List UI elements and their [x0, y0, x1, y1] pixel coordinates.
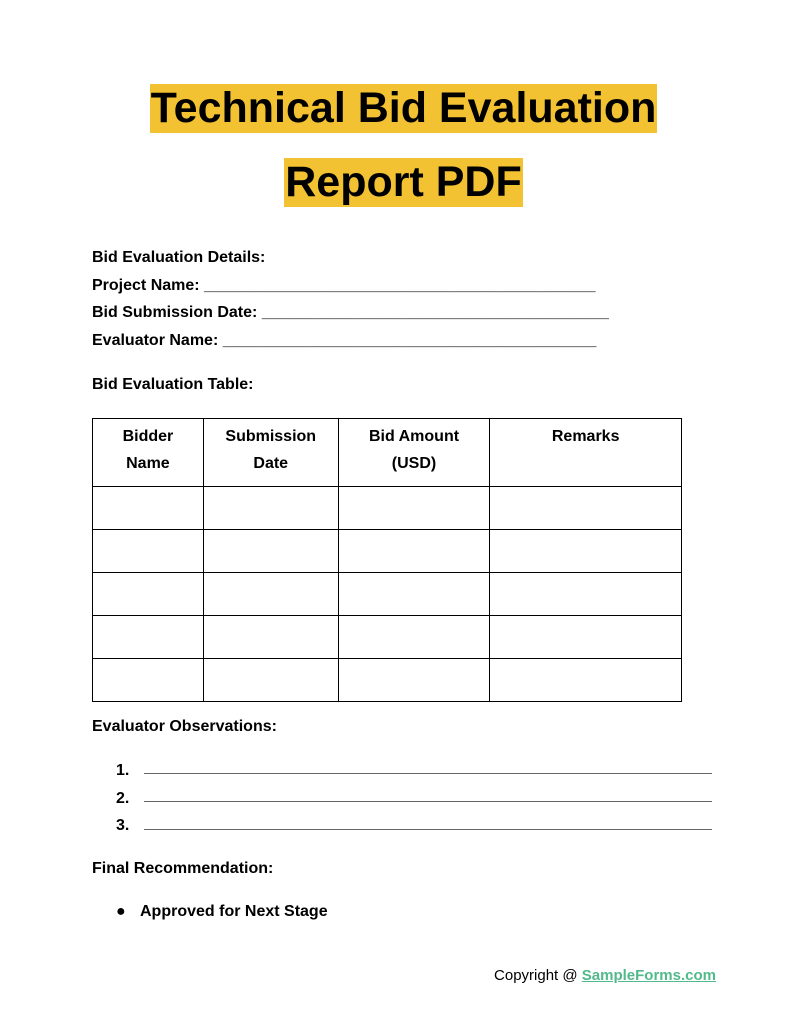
table-cell[interactable] [490, 487, 682, 530]
project-name-label: Project Name: [92, 277, 200, 294]
observations-heading: Evaluator Observations: [92, 718, 277, 735]
submission-date-label: Bid Submission Date: [92, 304, 258, 321]
bid-evaluation-table [92, 418, 682, 702]
table-header-row [93, 419, 682, 487]
table-cell[interactable] [203, 487, 338, 530]
title-line-2: Report PDF [285, 158, 522, 206]
table-cell[interactable] [203, 616, 338, 659]
submission-date-field[interactable]: _______________________________________ [261, 304, 609, 321]
recommendation-option-label: Approved for Next Stage [140, 903, 328, 920]
table-cell[interactable] [490, 530, 682, 573]
table-cell[interactable] [93, 616, 204, 659]
observation-number-3: 3. [116, 817, 130, 834]
table-cell[interactable] [338, 530, 490, 573]
title-line-1: Technical Bid Evaluation [150, 84, 657, 132]
table-row [93, 487, 682, 530]
table-row [93, 659, 682, 702]
recommendation-option [116, 903, 328, 921]
evaluator-name-row [92, 332, 596, 350]
details-heading: Bid Evaluation Details: [92, 249, 266, 266]
table-heading: Bid Evaluation Table: [92, 376, 254, 393]
copyright-text: Copyright @ [494, 967, 582, 984]
observation-number-2: 2. [116, 790, 130, 807]
col-submission-date: Submission Date [203, 419, 338, 487]
table-cell[interactable] [93, 659, 204, 702]
evaluator-name-field[interactable]: __________________________________________ [222, 332, 597, 349]
table-cell[interactable] [93, 573, 204, 616]
project-name-field[interactable]: ____________________________________________ [204, 277, 596, 294]
table-cell[interactable] [93, 530, 204, 573]
copyright-footer [494, 967, 716, 985]
table-cell[interactable] [203, 573, 338, 616]
table-cell[interactable] [203, 530, 338, 573]
table-row [93, 616, 682, 659]
table-cell[interactable] [338, 573, 490, 616]
observation-line-1[interactable] [144, 773, 712, 774]
table-cell[interactable] [490, 573, 682, 616]
evaluator-name-label: Evaluator Name: [92, 332, 219, 349]
bullet-icon: ● [116, 903, 126, 920]
table-cell[interactable] [338, 659, 490, 702]
table-row [93, 573, 682, 616]
observation-line-2[interactable] [144, 801, 712, 802]
page-title [0, 84, 807, 207]
table-cell[interactable] [93, 487, 204, 530]
brand-link[interactable]: SampleForms.com [581, 967, 716, 984]
table-cell[interactable] [490, 616, 682, 659]
table-cell[interactable] [338, 616, 490, 659]
table-cell[interactable] [490, 659, 682, 702]
col-bid-amount: Bid Amount (USD) [338, 419, 490, 487]
recommendation-heading: Final Recommendation: [92, 860, 274, 877]
project-name-row [92, 277, 596, 295]
observation-line-3[interactable] [144, 829, 712, 830]
col-bidder-name: Bidder Name [93, 419, 204, 487]
observation-number-1: 1. [116, 762, 130, 779]
table-cell[interactable] [203, 659, 338, 702]
table-row [93, 530, 682, 573]
table-cell[interactable] [338, 487, 490, 530]
col-remarks: Remarks [490, 419, 682, 487]
submission-date-row [92, 304, 609, 322]
